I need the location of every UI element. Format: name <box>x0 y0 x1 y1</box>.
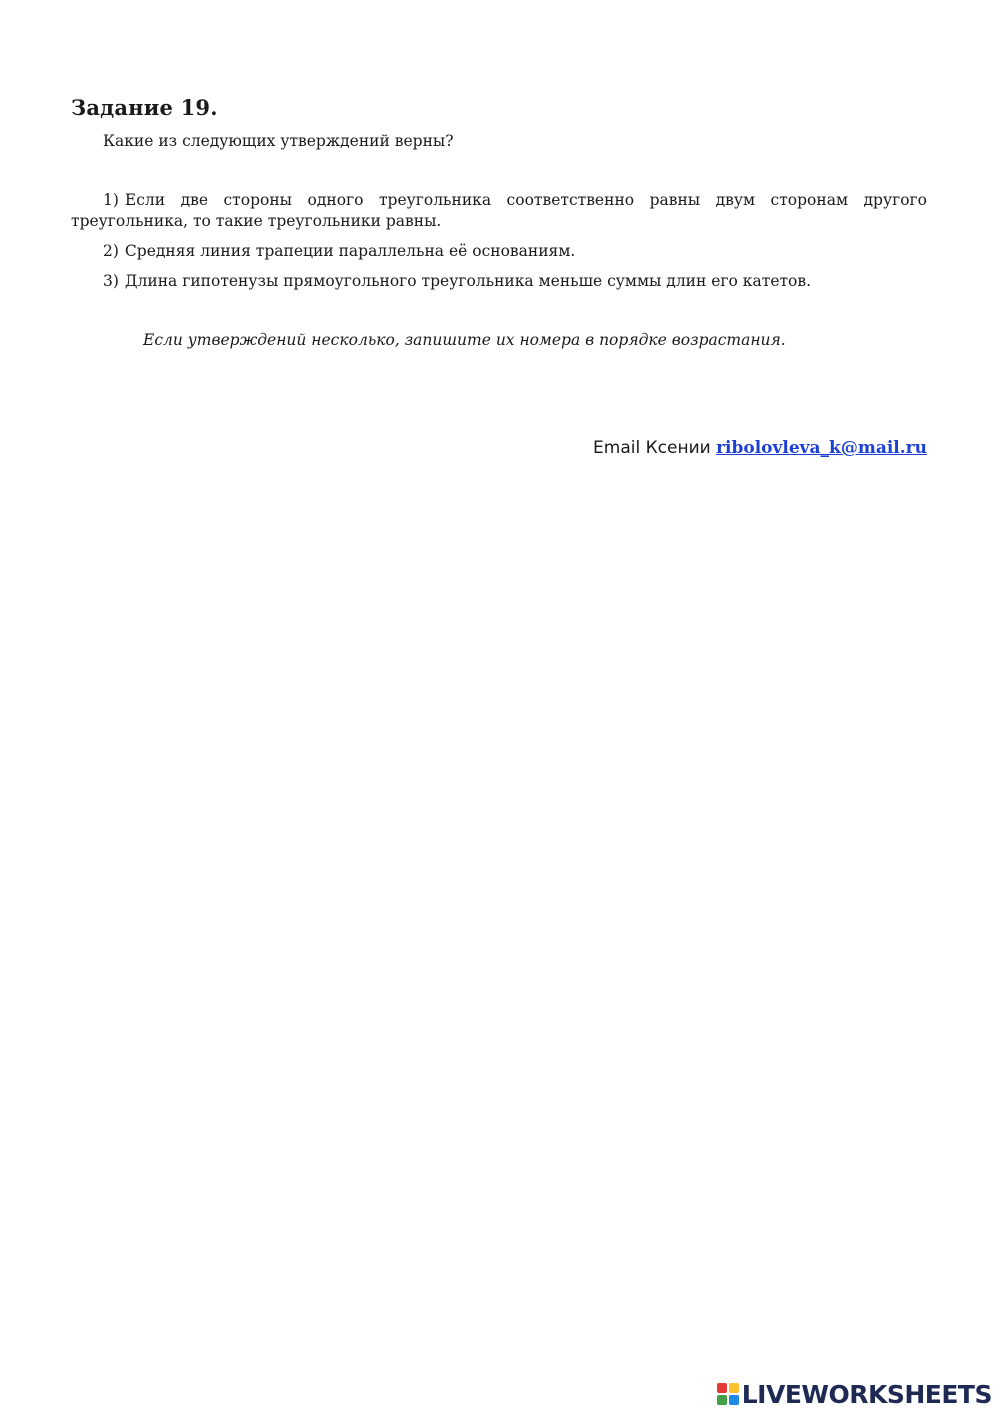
statements-list <box>71 190 927 301</box>
task-question: Какие из следующих утверждений верны? <box>103 132 454 150</box>
statement-text: Средняя линия трапеции параллельна её основаниям. <box>124 242 576 260</box>
statement-item <box>71 271 927 292</box>
answer-instruction-note: Если утверждений несколько, запишите их номера в порядке возрастания. <box>143 331 786 349</box>
brand-name: LIVEWORKSHEETS <box>741 1379 992 1409</box>
statement-text: Длина гипотенузы прямоугольного треугольника меньше суммы длин его катетов. <box>124 272 812 290</box>
statement-number: 2) <box>103 242 119 260</box>
statement-item <box>71 241 927 262</box>
liveworksheets-logo-icon <box>717 1383 739 1405</box>
statement-number: 3) <box>103 272 119 290</box>
contact-label: Email Ксении <box>593 438 711 458</box>
contact-line <box>593 438 927 458</box>
statement-number: 1) <box>103 191 119 209</box>
statement-text: Если две стороны одного треугольника соответственно равны двум сторонам другого треугольника, то такие треугольники равны. <box>71 191 927 230</box>
email-link[interactable]: ribolovleva_k@mail.ru <box>716 438 927 458</box>
liveworksheets-brand[interactable] <box>717 1379 992 1409</box>
task-title: Задание 19. <box>71 95 218 120</box>
statement-item <box>71 190 927 232</box>
